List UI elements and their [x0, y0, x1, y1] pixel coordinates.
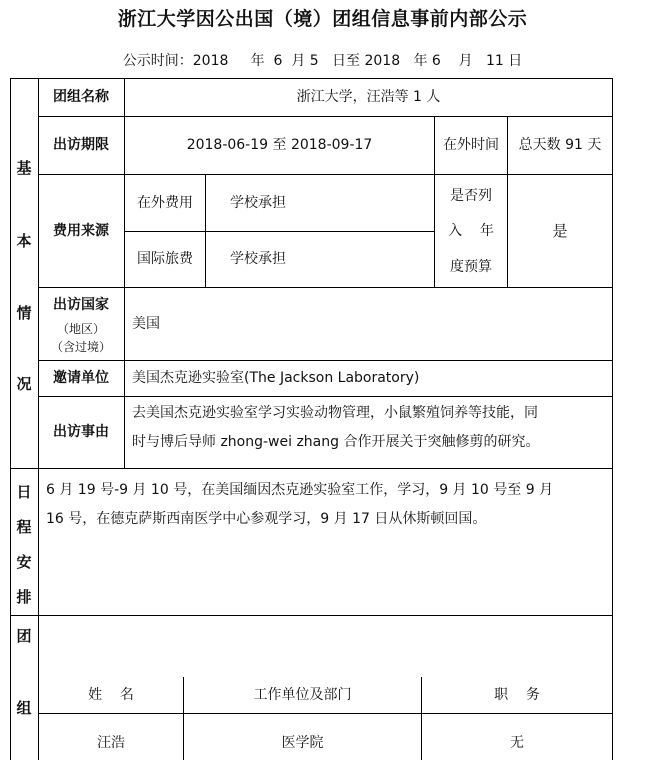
group-name-label: 团组名称 — [53, 89, 109, 106]
member-header-unit: 工作单位及部门 — [253, 687, 352, 704]
member-unit: 医学院 — [281, 734, 324, 751]
funding-label: 费用来源 — [53, 222, 109, 239]
budget-label-line2: 入 年 — [448, 222, 494, 239]
abroad-cost-label: 在外费用 — [137, 194, 193, 211]
member-title: 无 — [510, 734, 524, 751]
purpose-label: 出访事由 — [53, 424, 109, 441]
member-name: 汪浩 — [97, 734, 125, 751]
inviter-label: 邀请单位 — [53, 370, 109, 387]
abroad-time-value: 总天数 91 天 — [518, 137, 602, 154]
abroad-time-label: 在外时间 — [443, 137, 499, 154]
purpose-text — [132, 399, 610, 457]
member-header-name: 姓 名 — [88, 687, 134, 704]
period-value: 2018-06-19 至 2018-09-17 — [186, 137, 373, 154]
publish-date-line: 公示时间：2018 年 6 月 5 日至 2018 年 6 月 11 日 — [122, 53, 523, 69]
section-label-basic-4: 况 — [16, 375, 32, 393]
schedule-text — [46, 476, 610, 534]
country-label-transit: （含过境） — [50, 339, 111, 354]
group-name-value: 浙江大学，汪浩等 1 人 — [296, 89, 441, 106]
purpose-line-2: 时与博后导师 zhong-wei zhang 合作开展关于突触修剪的研究。 — [132, 434, 540, 450]
country-label-region: （地区） — [56, 321, 105, 336]
purpose-line-1: 去美国杰克逊实验室学习实验动物管理，小鼠繁殖饲养等技能，同 — [132, 405, 538, 421]
section-label-schedule-4: 排 — [16, 588, 32, 606]
member-header-title: 职 务 — [494, 687, 540, 704]
section-label-schedule-1: 日 — [16, 483, 32, 501]
country-value: 美国 — [132, 315, 160, 332]
inviter-value: 美国杰克逊实验室(The Jackson Laboratory) — [132, 370, 420, 387]
section-label-schedule-3: 安 — [16, 553, 32, 571]
section-label-group-2: 组 — [16, 699, 32, 717]
abroad-cost-value: 学校承担 — [230, 194, 286, 211]
intl-travel-value: 学校承担 — [230, 251, 286, 268]
section-label-basic-1: 基 — [16, 159, 32, 177]
page-title: 浙江大学因公出国（境）团组信息事前内部公示 — [117, 8, 528, 30]
section-label-basic-3: 情 — [16, 304, 32, 322]
section-label-group-1: 团 — [16, 627, 32, 645]
section-label-schedule-2: 程 — [16, 518, 32, 536]
schedule-line-2: 16 号，在德克萨斯西南医学中心参观学习，9 月 17 日从休斯顿回国。 — [46, 511, 487, 527]
country-label: 出访国家 — [53, 296, 109, 313]
budget-value: 是 — [552, 222, 568, 240]
intl-travel-label: 国际旅费 — [137, 251, 193, 268]
schedule-line-1: 6 月 19 号-9 月 10 号，在美国缅因杰克逊实验室工作，学习，9 月 10 号至 9 月 — [46, 482, 554, 498]
period-label: 出访期限 — [53, 137, 109, 154]
budget-label-line3: 度预算 — [450, 258, 492, 275]
section-label-basic-2: 本 — [16, 232, 32, 250]
budget-label-line1: 是否列 — [450, 187, 492, 204]
